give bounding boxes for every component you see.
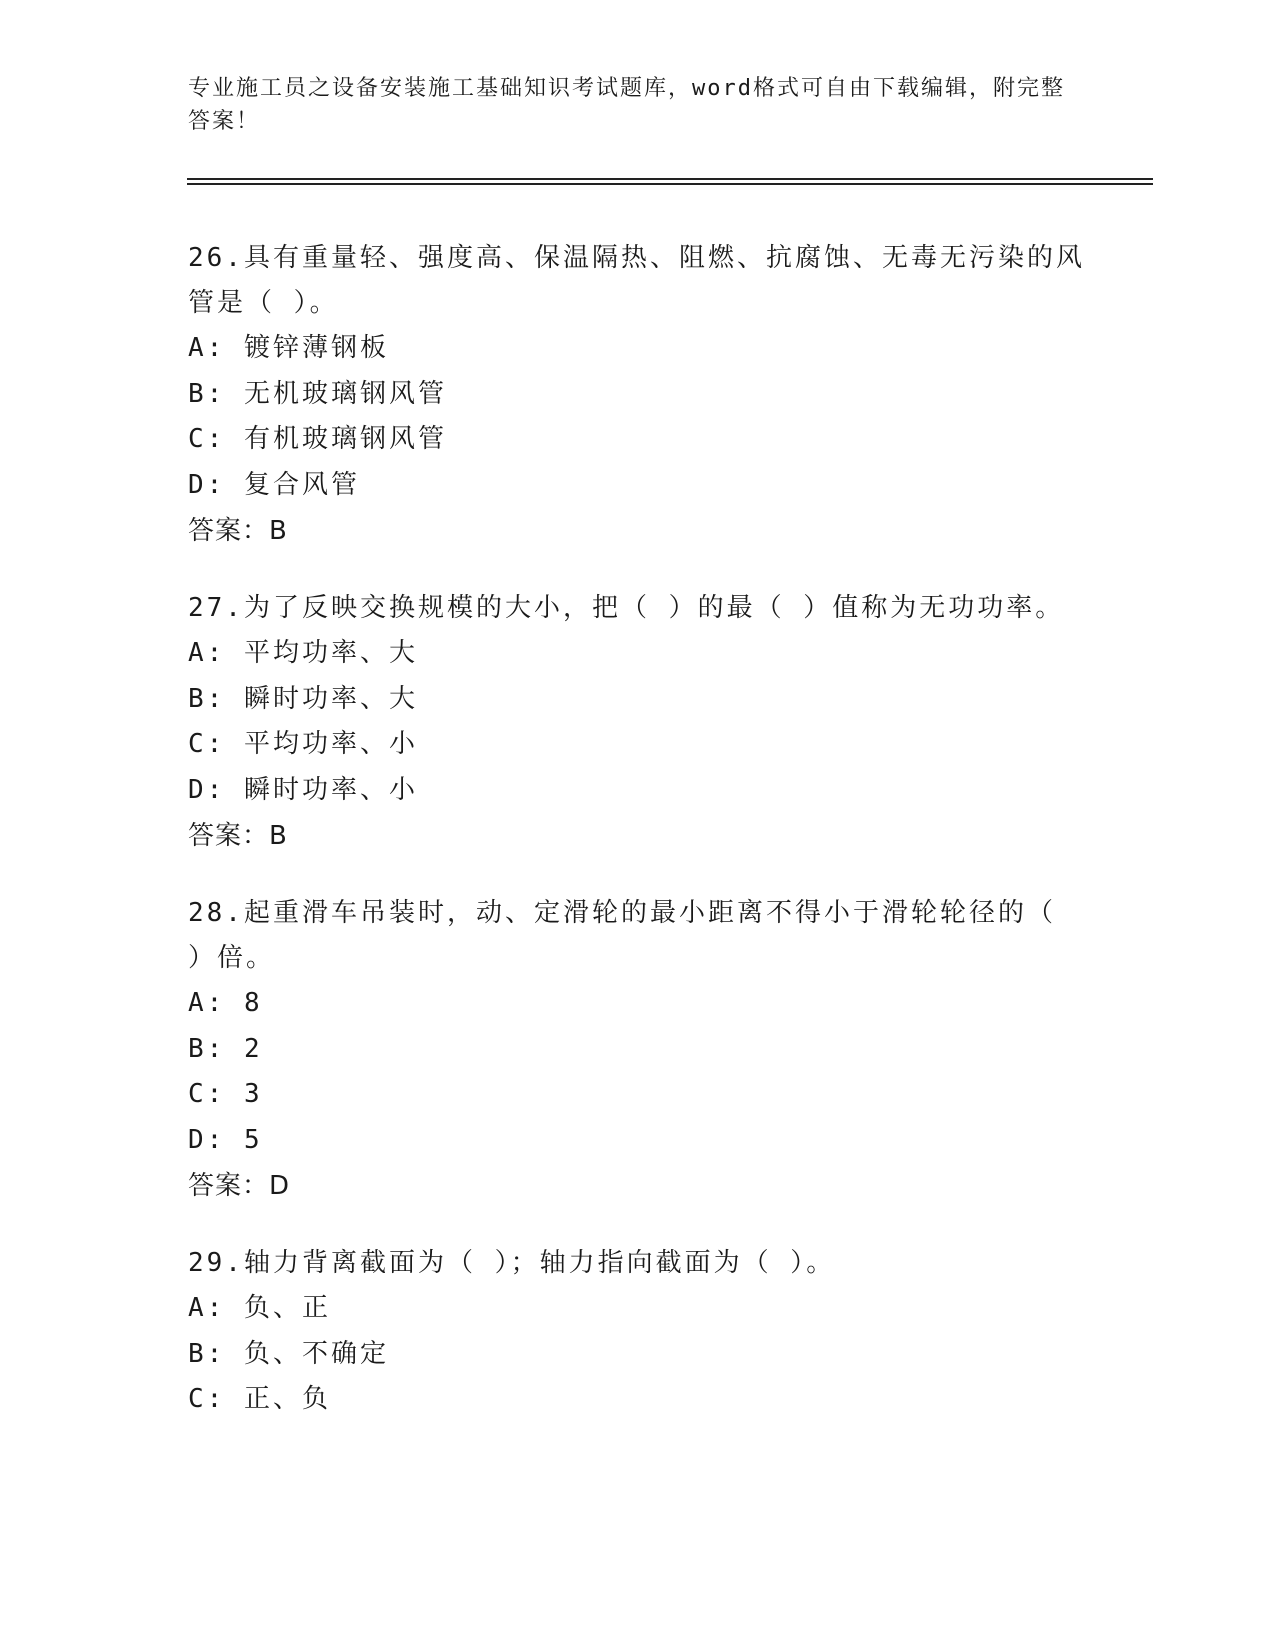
option-b: B: 瞬时功率、大 <box>188 683 418 714</box>
option-b: B: 无机玻璃钢风管 <box>188 378 447 409</box>
option-d: D: 复合风管 <box>188 469 360 500</box>
question-list <box>188 236 1088 1455</box>
question-28 <box>188 891 1088 1209</box>
option-a: A: 8 <box>188 988 263 1018</box>
option-d: D: 瞬时功率、小 <box>188 774 418 805</box>
question-text: 28.起重滑车吊装时，动、定滑轮的最小距离不得小于滑轮轮径的（ ）倍。 <box>188 898 1056 973</box>
option-c: C: 平均功率、小 <box>188 729 418 759</box>
option-c: C: 3 <box>188 1079 263 1109</box>
header-divider-bottom <box>187 183 1153 185</box>
option-a: A: 平均功率、大 <box>188 638 418 668</box>
option-c: C: 正、负 <box>188 1384 331 1414</box>
option-c: C: 有机玻璃钢风管 <box>188 424 447 454</box>
option-a: A: 负、正 <box>188 1293 331 1323</box>
question-text: 26.具有重量轻、强度高、保温隔热、阻燃、抗腐蚀、无毒无污染的风管是（ ）。 <box>188 243 1085 318</box>
option-a: A: 镀锌薄钢板 <box>188 333 389 363</box>
question-text: 27.为了反映交换规模的大小，把（ ）的最（ ）值称为无功功率。 <box>188 593 1065 623</box>
question-27 <box>188 586 1088 859</box>
option-d: D: 5 <box>188 1124 263 1155</box>
answer-line: 答案：B <box>188 516 288 546</box>
option-b: B: 负、不确定 <box>188 1338 389 1369</box>
answer-line: 答案：B <box>188 821 288 851</box>
option-b: B: 2 <box>188 1033 263 1064</box>
answer-line: 答案：D <box>188 1171 291 1201</box>
question-26 <box>188 236 1088 554</box>
document-header: 专业施工员之设备安装施工基础知识考试题库，word格式可自由下载编辑，附完整答案！ <box>188 76 1065 134</box>
header-divider-top <box>187 178 1153 180</box>
question-text: 29.轴力背离截面为（ ）；轴力指向截面为（ ）。 <box>188 1248 836 1278</box>
question-29 <box>188 1241 1088 1423</box>
